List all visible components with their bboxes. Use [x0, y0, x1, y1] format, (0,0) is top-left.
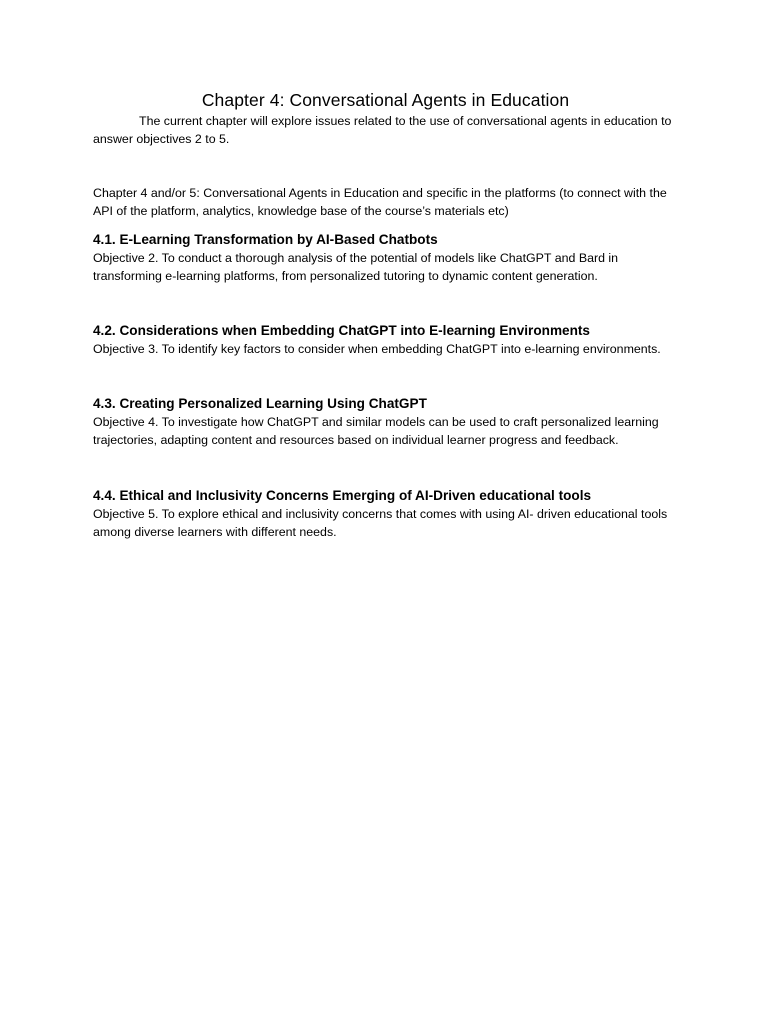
document-body [93, 88, 678, 541]
chapter-title: Chapter 4: Conversational Agents in Education [201, 90, 570, 110]
section-heading: 4.1. E-Learning Transformation by AI-Based Chatbots [93, 232, 438, 247]
section-4-2 [93, 322, 678, 358]
section-heading: 4.2. Considerations when Embedding ChatGPT into E-learning Environments [93, 323, 590, 338]
section-4-4 [93, 487, 678, 541]
section-objective: Objective 3. To identify key factors to consider when embedding ChatGPT into e-learning environments. [93, 342, 661, 356]
chapter-scope-note: Chapter 4 and/or 5: Conversational Agents in Education and specific in the platforms (to connect with the API of the platform, analytics, knowledge base of the course’s materials etc) [93, 186, 667, 218]
section-heading: 4.3. Creating Personalized Learning Using ChatGPT [93, 396, 427, 411]
section-4-1 [93, 231, 678, 285]
section-heading: 4.4. Ethical and Inclusivity Concerns Emerging of AI-Driven educational tools [93, 488, 592, 503]
section-objective: Objective 2. To conduct a thorough analysis of the potential of models like ChatGPT and Bard in transforming e-learning platforms, from personalized tutoring to dynamic content generation. [93, 251, 619, 283]
section-objective: Objective 5. To explore ethical and inclusivity concerns that comes with using AI- driven educational tools among diverse learners with different needs. [93, 507, 668, 539]
chapter-intro: The current chapter will explore issues related to the use of conversational agents in education to answer objectives 2 to 5. [93, 114, 672, 146]
section-objective: Objective 4. To investigate how ChatGPT and similar models can be used to craft personalized learning trajectories, adapting content and resources based on individual learner progress and feedback. [93, 415, 659, 447]
section-4-3 [93, 395, 678, 449]
